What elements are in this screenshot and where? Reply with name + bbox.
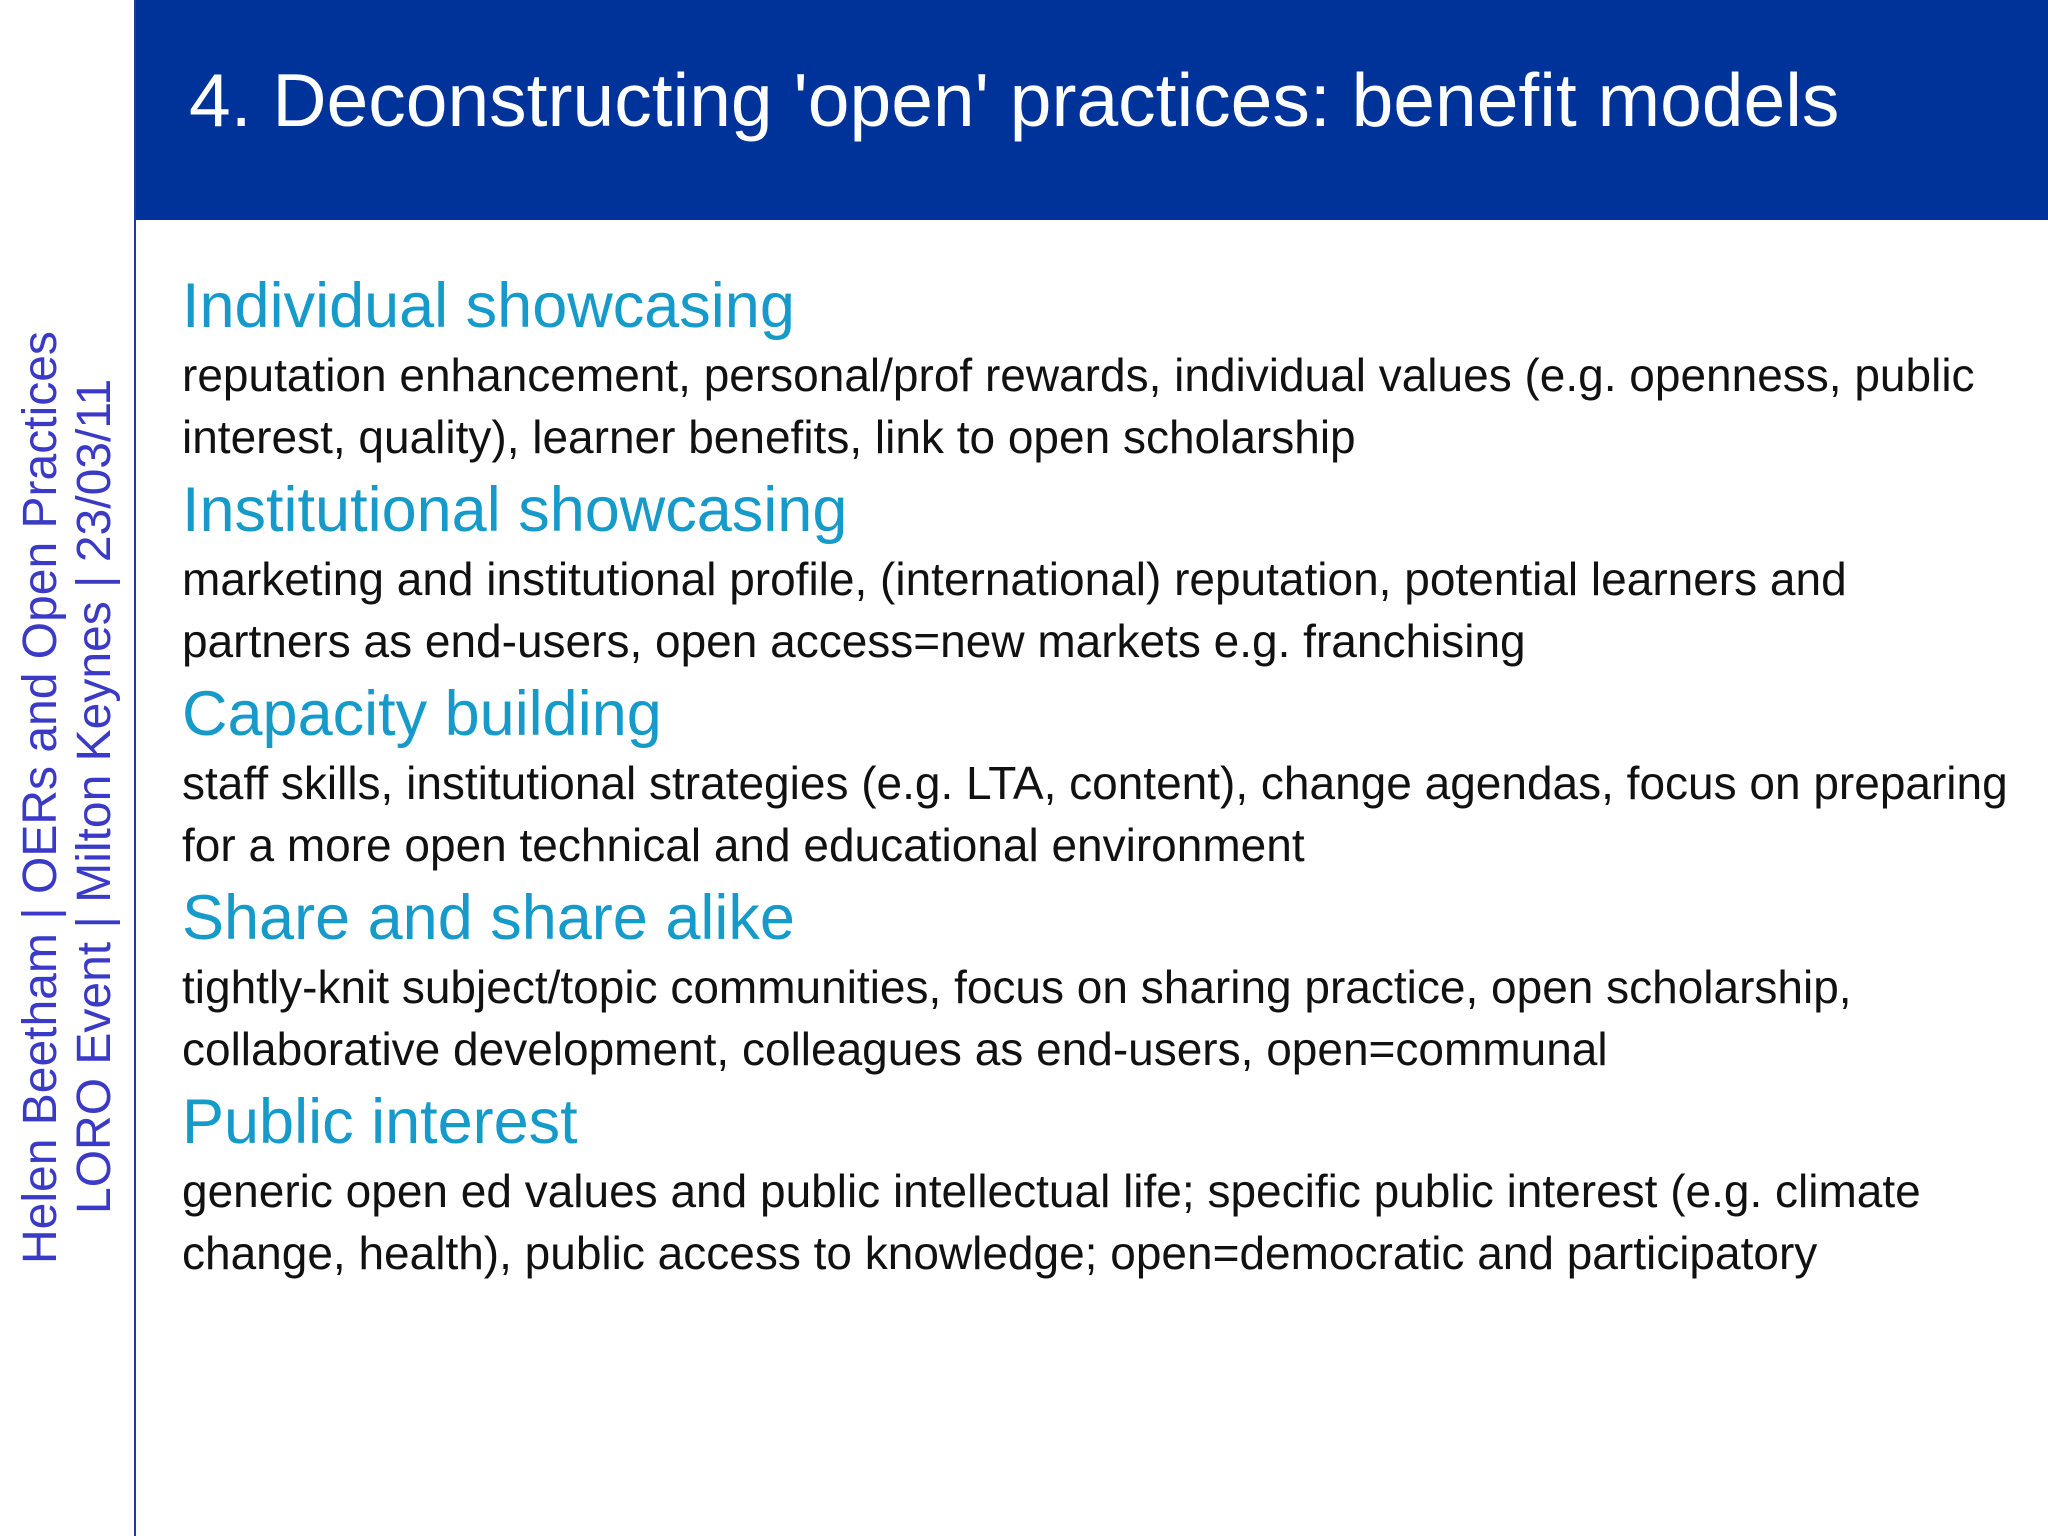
section-body: generic open ed values and public intellectual life; specific public interest (e.g. climate change, health), public access to knowledge; open=democratic and participatory — [182, 1165, 1921, 1279]
section-institutional-showcasing — [182, 472, 2012, 672]
section-heading: Individual showcasing — [182, 271, 795, 341]
section-heading: Capacity building — [182, 679, 662, 749]
section-body: reputation enhancement, personal/prof rewards, individual values (e.g. openness, public interest, quality), learner benefits, link to open scholarship — [182, 349, 1975, 463]
section-body: staff skills, institutional strategies (e.g. LTA, content), change agendas, focus on preparing for a more open technical and educational environment — [182, 757, 2008, 871]
sidebar-event-line: LORO Event | Milton Keynes | 23/03/11 — [68, 378, 121, 1214]
slide-content — [182, 268, 2012, 1288]
section-body: tightly-knit subject/topic communities, focus on sharing practice, open scholarship, collaborative development, colleagues as end-users, open=communal — [182, 961, 1852, 1075]
section-public-interest — [182, 1084, 2012, 1284]
section-heading: Share and share alike — [182, 883, 795, 953]
sidebar-divider — [134, 0, 136, 1536]
sidebar-author-line: Helen Beetham | OERs and Open Practices — [14, 331, 67, 1264]
sidebar-footer — [0, 222, 134, 1536]
slide-title: 4. Deconstructing 'open' practices: benefit models — [189, 58, 1840, 142]
section-heading: Public interest — [182, 1087, 578, 1157]
title-bar — [136, 0, 2048, 220]
section-capacity-building — [182, 676, 2012, 876]
section-individual-showcasing — [182, 268, 2012, 468]
section-heading: Institutional showcasing — [182, 475, 848, 545]
section-share-and-share-alike — [182, 880, 2012, 1080]
section-body: marketing and institutional profile, (international) reputation, potential learners and partners as end-users, open access=new markets e.g. franchising — [182, 553, 1847, 667]
